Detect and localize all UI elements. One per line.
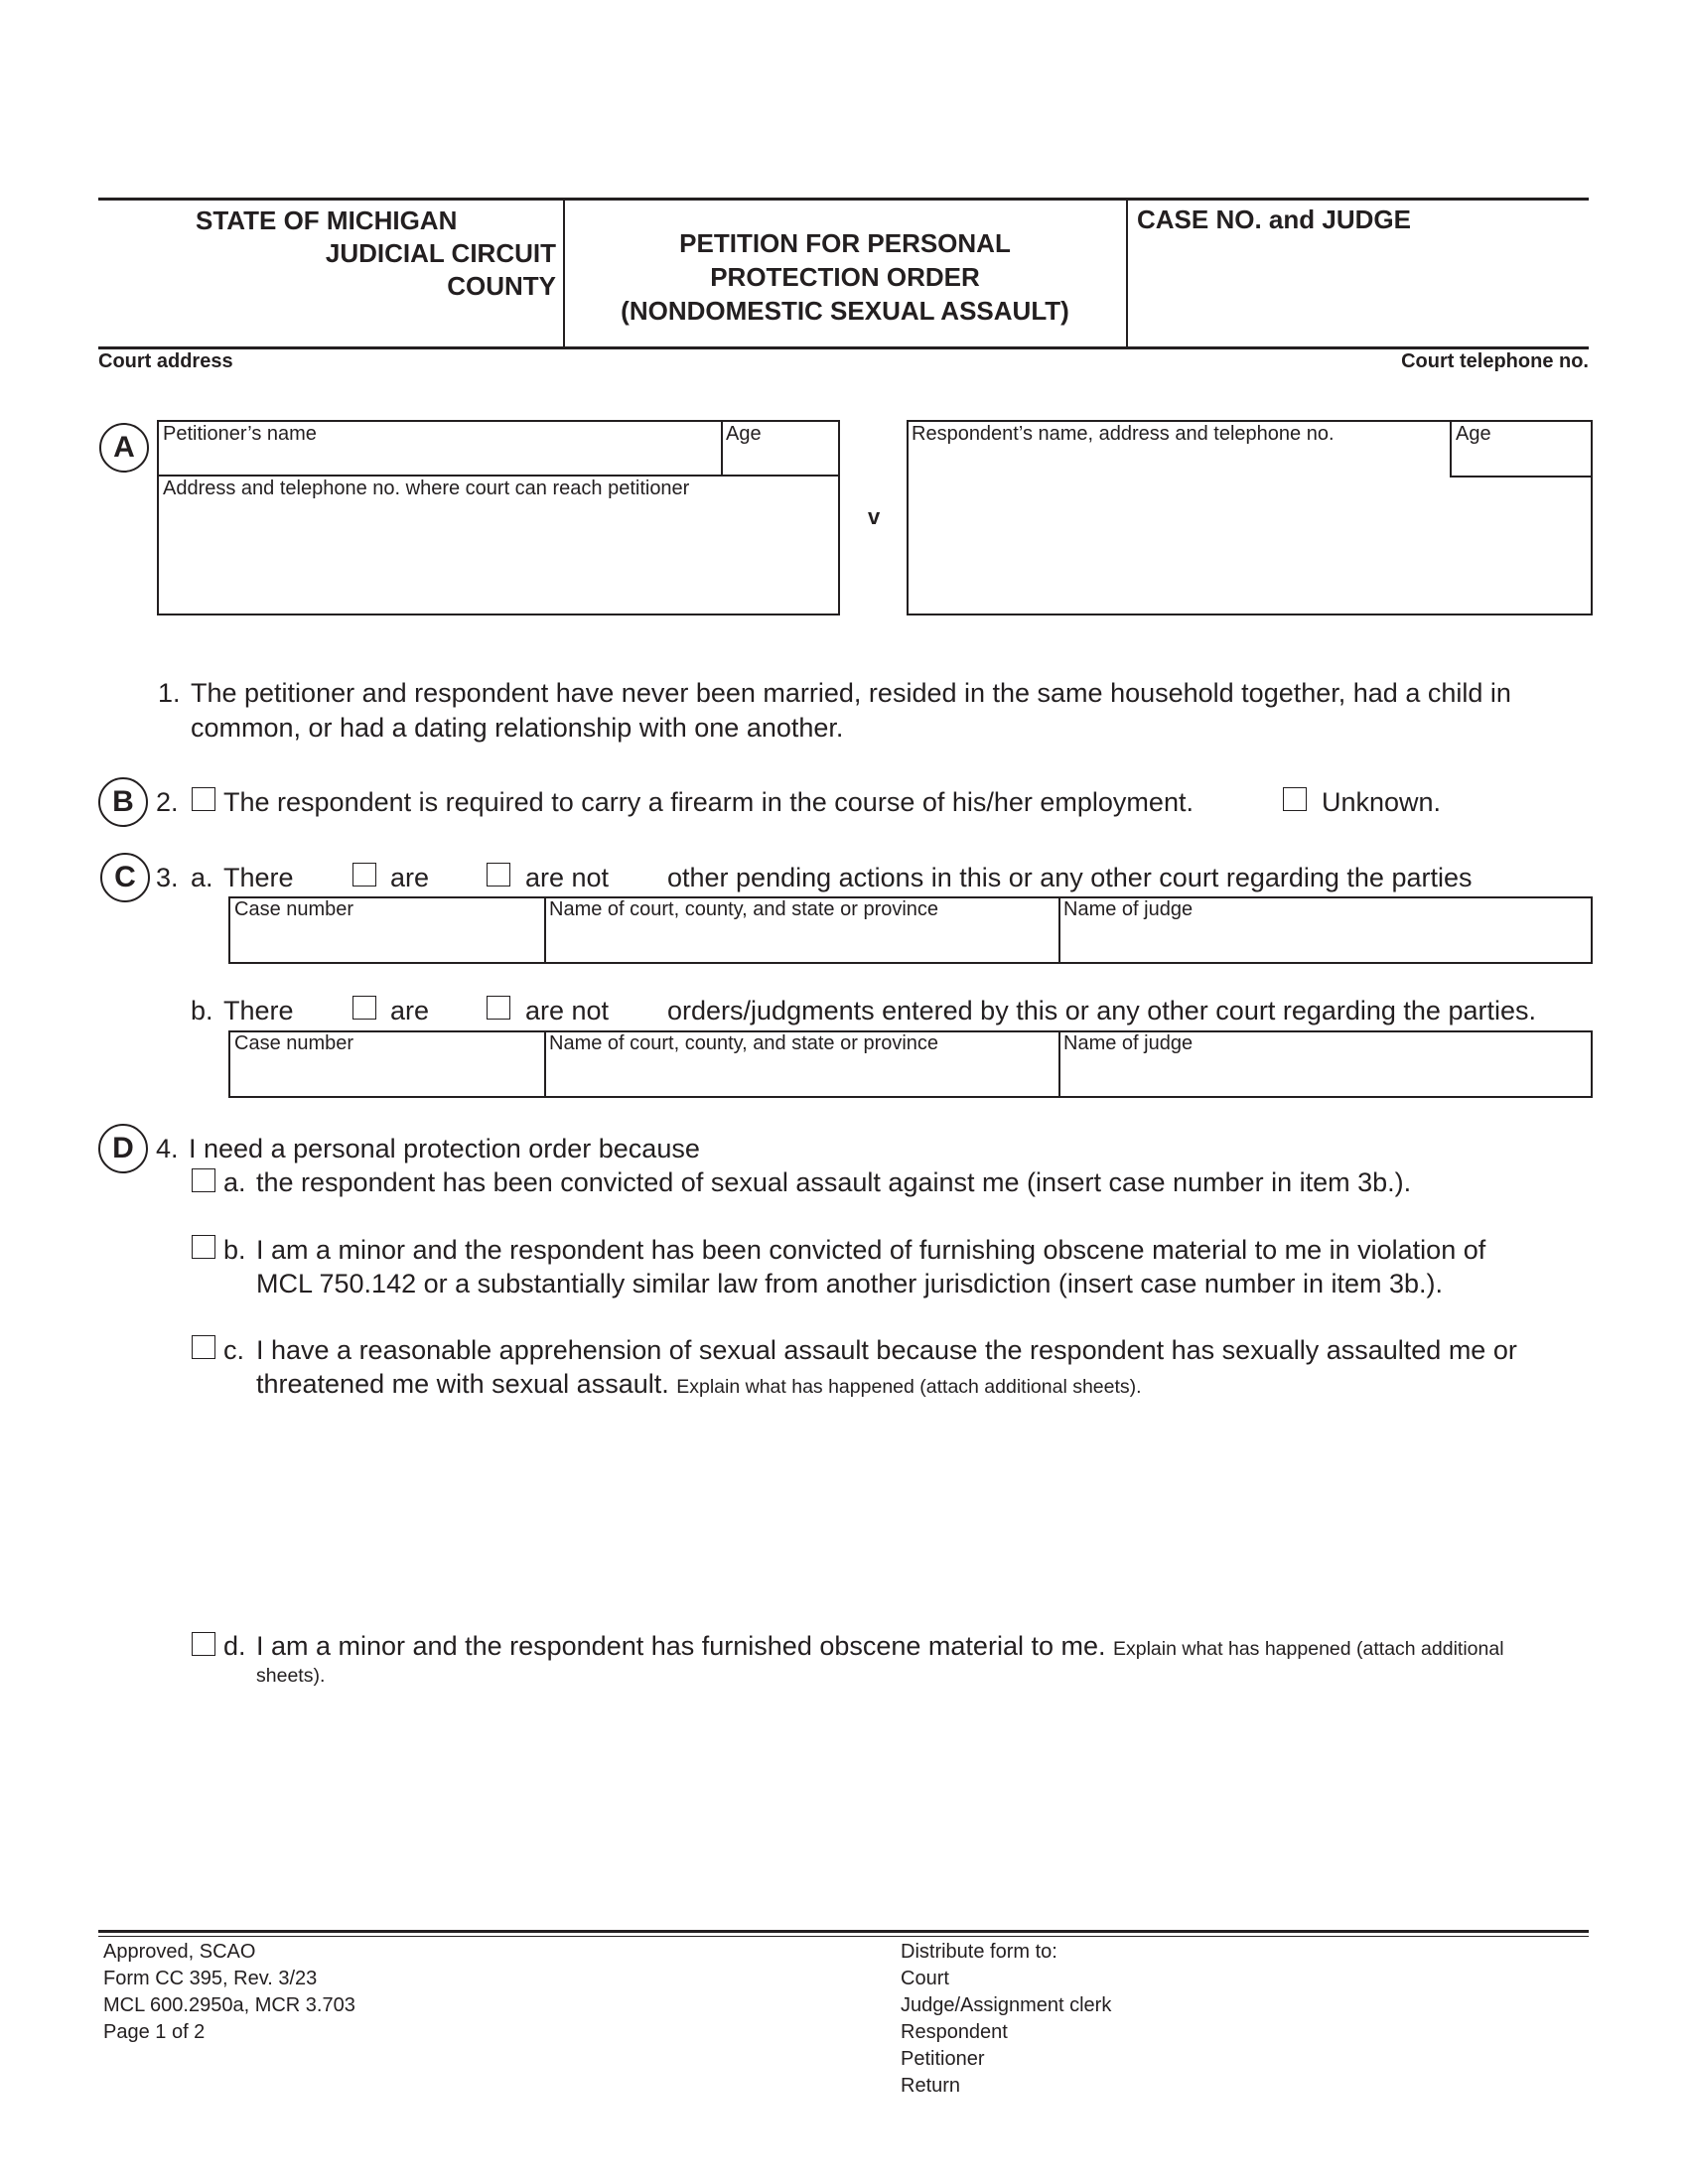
firearm-checkbox[interactable] [192, 787, 215, 811]
reason-c-explanation-area[interactable] [256, 1410, 1587, 1608]
reason-a-label: a. [223, 1167, 246, 1197]
orders-col-divider-2 [1058, 1031, 1060, 1097]
reason-b-line-1: I am a minor and the respondent has been convicted of furnishing obscene material to me in violation of [256, 1235, 1486, 1265]
section-c-marker: C [100, 853, 150, 902]
item-2-number: 2. [156, 787, 179, 817]
reason-b-label: b. [223, 1235, 246, 1265]
petitioner-age-divider [721, 421, 723, 476]
court-address-label: Court address [98, 350, 233, 372]
orders-are-not-checkbox[interactable] [487, 996, 510, 1020]
pending-case-number-field[interactable]: Case number [234, 898, 354, 920]
county-label: COUNTY [447, 271, 556, 301]
pending-actions-are-not-label: are not [525, 863, 610, 892]
header-bottom-rule [98, 346, 1589, 349]
pending-judge-field[interactable]: Name of judge [1063, 898, 1194, 920]
footer-rule-top [98, 1930, 1589, 1933]
header-divider-right [1126, 199, 1128, 348]
court-telephone-label: Court telephone no. [1401, 350, 1589, 372]
reason-c-explain: Explain what has happened (attach additional sheets). [676, 1376, 1142, 1398]
footer-rule-bottom [98, 1936, 1589, 1937]
orders-col-divider-1 [544, 1031, 546, 1097]
item-1-number: 1. [158, 678, 181, 708]
approved-label: Approved, SCAO [103, 1941, 256, 1963]
distribute-petitioner: Petitioner [901, 2048, 985, 2070]
firearm-unknown-checkbox[interactable] [1283, 787, 1307, 811]
pending-actions-text: other pending actions in this or any other court regarding the parties [667, 863, 1473, 892]
footer-distribution [901, 1939, 1111, 2100]
respondent-age-field[interactable]: Age [1456, 423, 1491, 445]
petitioner-name-field[interactable]: Petitioner’s name [163, 423, 317, 445]
state-label: STATE OF MICHIGAN [196, 205, 458, 235]
versus-label: v [868, 504, 881, 529]
firearm-text: The respondent is required to carry a firearm in the course of his/her employment. [223, 787, 1194, 817]
distribute-return: Return [901, 2075, 961, 2097]
orders-are-not-label: are not [525, 996, 610, 1025]
orders-court-name-field[interactable]: Name of court, county, and state or province [549, 1032, 939, 1054]
reason-c-line-1: I have a reasonable apprehension of sexual assault because the respondent has sexually assaulted me or [256, 1335, 1517, 1365]
footer-approval [103, 1939, 355, 2046]
pending-actions-col-divider-1 [544, 897, 546, 963]
item-3b-label: b. [191, 996, 213, 1025]
reason-c-line-2-text: threatened me with sexual assault. [256, 1369, 669, 1399]
pending-court-name-field[interactable]: Name of court, county, and state or province [549, 898, 939, 920]
item-3a-label: a. [191, 863, 213, 892]
pending-actions-are-label: are [390, 863, 430, 892]
title-line-3: (NONDOMESTIC SEXUAL ASSAULT) [621, 296, 1069, 326]
item-3a-there: There [223, 863, 294, 892]
page-number: Page 1 of 2 [103, 2021, 206, 2043]
reason-d-explain-1: Explain what has happened (attach additional [1113, 1638, 1504, 1660]
header-divider-left [563, 199, 565, 348]
reason-d-checbox[interactable] [192, 1632, 215, 1656]
reason-a-text: the respondent has been convicted of sexual assault against me (insert case number in item 3b.). [256, 1167, 1412, 1197]
section-b-marker: B [98, 777, 148, 827]
reason-d-label: d. [223, 1631, 246, 1661]
pending-actions-are-not-checkbox[interactable] [487, 863, 510, 887]
orders-judge-field[interactable]: Name of judge [1063, 1032, 1194, 1054]
orders-are-label: are [390, 996, 430, 1025]
reason-d-line-1 [256, 1629, 1504, 1666]
distribute-title: Distribute form to: [901, 1941, 1057, 1963]
reason-d-explain-2: sheets). [256, 1665, 326, 1687]
firearm-unknown-label: Unknown. [1322, 787, 1442, 817]
reason-d-explanation-area[interactable] [256, 1698, 1587, 1896]
orders-case-number-field[interactable]: Case number [234, 1032, 354, 1054]
title-line-2: PROTECTION ORDER [710, 262, 980, 292]
reason-c-line-2 [256, 1367, 1142, 1404]
petitioner-address-field[interactable]: Address and telephone no. where court can reach petitioner [163, 478, 690, 499]
form-title [566, 226, 1124, 328]
petitioner-age-field[interactable]: Age [726, 423, 762, 445]
title-line-1: PETITION FOR PERSONAL [679, 228, 1011, 258]
circuit-label: JUDICIAL CIRCUIT [325, 238, 556, 268]
item-4-intro: I need a personal protection order because [189, 1134, 700, 1163]
item-3b-there: There [223, 996, 294, 1025]
form-number: Form CC 395, Rev. 3/23 [103, 1968, 318, 1989]
pending-actions-are-checkbox[interactable] [352, 863, 376, 887]
distribute-court: Court [901, 1968, 949, 1989]
petitioner-row-divider [157, 475, 840, 477]
statute-reference: MCL 600.2950a, MCR 3.703 [103, 1994, 355, 2016]
item-1-line-2: common, or had a dating relationship with one another. [191, 713, 844, 743]
section-d-marker: D [98, 1124, 148, 1173]
reason-b-checkbox[interactable] [192, 1235, 215, 1259]
respondent-info-field[interactable]: Respondent’s name, address and telephone no. [912, 423, 1335, 445]
reason-c-label: c. [223, 1335, 245, 1365]
orders-are-checkbox[interactable] [352, 996, 376, 1020]
reason-b-line-2: MCL 750.142 or a substantially similar law from another jurisdiction (insert case number in item 3b.). [256, 1269, 1444, 1298]
distribute-respondent: Respondent [901, 2021, 1008, 2043]
reason-a-checkbox[interactable] [192, 1168, 215, 1192]
reason-d-text: I am a minor and the respondent has furnished obscene material to me. [256, 1631, 1106, 1661]
item-1-line-1: The petitioner and respondent have never been married, resided in the same household together, had a child in [191, 678, 1511, 708]
orders-text: orders/judgments entered by this or any other court regarding the parties. [667, 996, 1536, 1025]
distribute-judge-clerk: Judge/Assignment clerk [901, 1994, 1112, 2016]
petitioner-box [157, 420, 840, 615]
court-jurisdiction [109, 205, 556, 303]
section-a-marker: A [99, 423, 149, 473]
case-no-judge-field[interactable]: CASE NO. and JUDGE [1137, 205, 1411, 234]
reason-c-checkbox[interactable] [192, 1335, 215, 1359]
item-4-number: 4. [156, 1134, 179, 1163]
pending-actions-col-divider-2 [1058, 897, 1060, 963]
item-3-number: 3. [156, 863, 179, 892]
header-top-rule [98, 198, 1589, 201]
